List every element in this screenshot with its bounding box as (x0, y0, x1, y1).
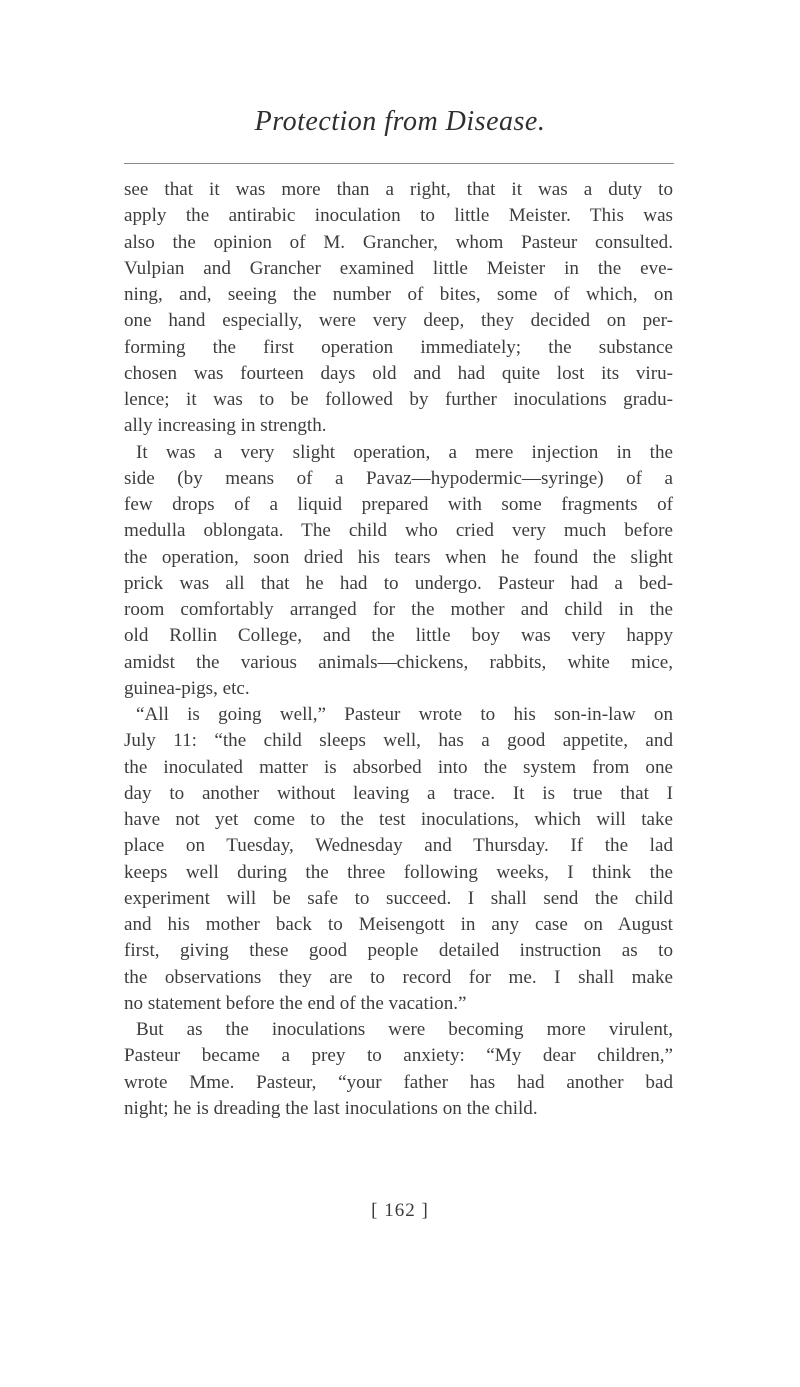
body-text (124, 177, 673, 1122)
text-line: chosen was fourteen days old and had quite lost its viru- (124, 362, 673, 384)
text-line: ally increasing in strength. (124, 415, 327, 437)
text-line: side (by means of a Pavaz—hypodermic—syringe) of a (124, 467, 673, 489)
text-line: lence; it was to be followed by further inoculations gradu- (124, 389, 673, 410)
text-line: night; he is dreading the last inoculations on the child. (124, 1097, 538, 1119)
text-line: But as the inoculations were becoming more virulent, (136, 1019, 673, 1040)
text-line: “All is going well,” Pasteur wrote to his son-in-law on (136, 704, 673, 725)
text-line: apply the antirabic inoculation to little Meister. This was (124, 205, 673, 227)
text-line: also the opinion of M. Grancher, whom Pasteur consulted. (124, 231, 673, 253)
text-line: day to another without leaving a trace. It is true that I (124, 782, 673, 804)
text-line: It was a very slight operation, a mere injection in the (136, 441, 673, 463)
text-line: old Rollin College, and the little boy was very happy (124, 625, 673, 647)
text-line: amidst the various animals—chickens, rabbits, white mice, (124, 651, 673, 673)
text-line: July 11: “the child sleeps well, has a good appetite, and (124, 730, 673, 752)
text-line: prick was all that he had to undergo. Pasteur had a bed- (124, 572, 673, 594)
text-line: the operation, soon dried his tears when he found the slight (124, 546, 673, 568)
text-line: room comfortably arranged for the mother and child in the (124, 599, 673, 620)
text-line: no statement before the end of the vacation.” (124, 992, 467, 1014)
text-line: place on Tuesday, Wednesday and Thursday. If the lad (124, 835, 673, 857)
text-line: ning, and, seeing the number of bites, some of which, on (124, 284, 673, 305)
text-line: have not yet come to the test inoculations, which will take (124, 809, 673, 830)
header-rule (124, 163, 674, 164)
text-line: keeps well during the three following weeks, I think the (124, 861, 673, 883)
text-line: guinea-pigs, etc. (124, 677, 250, 699)
text-line: Vulpian and Grancher examined little Meister in the eve- (124, 257, 673, 279)
text-line: the observations they are to record for me. I shall make (124, 966, 673, 988)
running-head: Protection from Disease. (254, 106, 546, 137)
text-line: see that it was more than a right, that it was a duty to (124, 179, 673, 200)
text-line: the inoculated matter is absorbed into the system from one (124, 756, 673, 778)
text-line: few drops of a liquid prepared with some fragments of (124, 494, 673, 515)
text-line: one hand especially, were very deep, they decided on per- (124, 310, 673, 332)
page-number: [ 162 ] (371, 1200, 429, 1221)
text-line: forming the first operation immediately; the substance (124, 336, 673, 358)
text-line: and his mother back to Meisengott in any case on August (124, 914, 673, 935)
text-line: first, giving these good people detailed instruction as to (124, 940, 673, 962)
text-line: experiment will be safe to succeed. I shall send the child (124, 887, 673, 909)
text-line: wrote Mme. Pasteur, “your father has had another bad (124, 1071, 673, 1093)
text-line: medulla oblongata. The child who cried very much before (124, 520, 673, 542)
text-line: Pasteur became a prey to anxiety: “My dear children,” (124, 1045, 673, 1067)
